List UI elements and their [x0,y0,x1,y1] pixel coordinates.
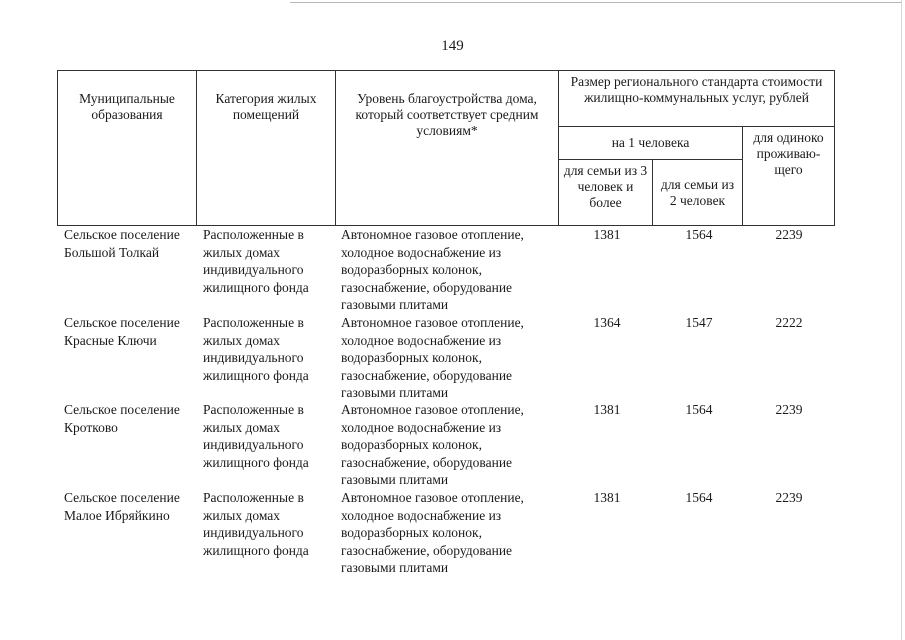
header-municipality: Муниципальные образования [58,71,197,226]
cell-family-2: 1564 [685,402,713,417]
cell-single: 2239 [775,490,803,505]
header-family-2: для семьи из 2 человек [653,160,743,226]
cell-category: Расположенные в жилых домах индивидуального жилищного фонда [203,490,309,558]
header-category: Категория жилых помещений [197,71,336,226]
cell-single: 2239 [775,227,803,242]
header-standard-group: Размер регионального стандарта стоимости жилищно-коммунальных услуг, рублей [559,71,835,127]
cell-family-2: 1564 [685,227,713,242]
header-level: Уровень благоустройства дома, который соответствует средним условиям* [336,71,559,226]
cell-family-3plus: 1381 [593,490,621,505]
cell-municipality: Сельское поселение Красные Ключи [64,315,180,348]
cell-level: Автономное газовое отопление, холодное водоснабжение из водоразборных колонок, газоснабжение, оборудование газовыми плитами [341,490,524,575]
cell-family-3plus: 1381 [593,402,621,417]
cell-level: Автономное газовое отопление, холодное водоснабжение из водоразборных колонок, газоснабжение, оборудование газовыми плитами [341,227,524,312]
scan-top-line [290,2,902,3]
cell-level: Автономное газовое отопление, холодное водоснабжение из водоразборных колонок, газоснабжение, оборудование газовыми плитами [341,315,524,400]
scan-right-edge [901,0,902,640]
cell-municipality: Сельское поселение Большой Толкай [64,227,180,260]
cell-level: Автономное газовое отопление, холодное водоснабжение из водоразборных колонок, газоснабжение, оборудование газовыми плитами [341,402,524,487]
header-single: для одиноко проживаю-щего [743,127,835,226]
cell-category: Расположенные в жилых домах индивидуального жилищного фонда [203,315,309,383]
cell-family-2: 1547 [685,315,713,330]
cell-category: Расположенные в жилых домах индивидуального жилищного фонда [203,227,309,295]
cell-single: 2222 [775,315,803,330]
header-per-person: на 1 человека [559,127,743,160]
table-header [57,70,835,226]
cell-municipality: Сельское поселение Малое Ибряйкино [64,490,180,523]
cell-municipality: Сельское поселение Кротково [64,402,180,435]
page-number: 149 [441,38,464,54]
cell-category: Расположенные в жилых домах индивидуального жилищного фонда [203,402,309,470]
cell-single: 2239 [775,402,803,417]
cell-family-2: 1564 [685,490,713,505]
cell-family-3plus: 1381 [593,227,621,242]
header-family-3plus: для семьи из 3 человек и более [559,160,653,226]
cell-family-3plus: 1364 [593,315,621,330]
